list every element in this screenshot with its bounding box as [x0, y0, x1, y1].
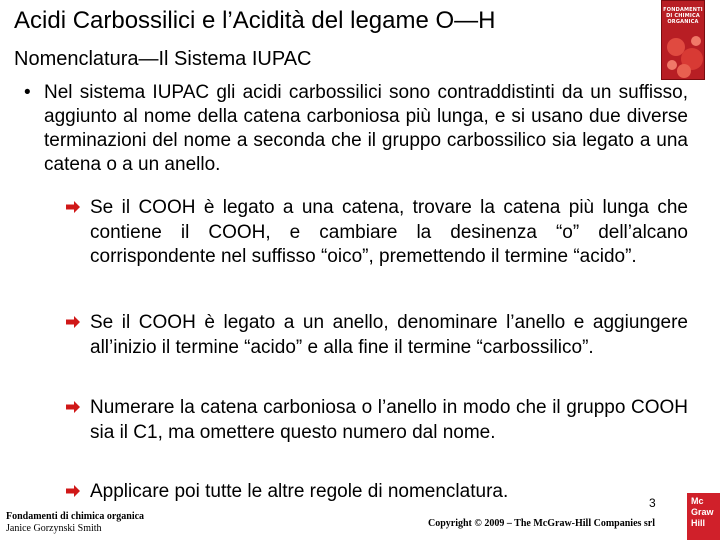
logo-line: Mc [691, 496, 704, 506]
sub-bullet-text: Numerare la catena carboniosa o l’anello in modo che il gruppo COOH sia il C1, ma omettere questo numero dal nome. [90, 397, 688, 443]
logo-line: Graw [691, 507, 714, 517]
mcgraw-hill-logo [687, 493, 720, 540]
arrow-bullet-icon [66, 201, 80, 213]
main-bullet-text: Nel sistema IUPAC gli acidi carbossilici sono contraddistinti da un suffisso, aggiunto al nome della catena carboniosa più lunga, e si usano due diverse terminazioni del nome a seconda che il gruppo carbossilico sia legato a una catena o a un anello. [44, 82, 688, 175]
logo-line: Hill [691, 518, 706, 528]
arrow-bullet-icon [66, 401, 80, 413]
sub-bullet-text: Se il COOH è legato a un anello, denominare l’anello e aggiungere all’inizio il termine “acido” e alla fine il termine “carbossilico”. [90, 312, 688, 358]
book-cover-line: FONDAMENTI [663, 7, 703, 13]
footer-author: Janice Gorzynski Smith [6, 523, 102, 534]
sub-bullet-text: Se il COOH è legato a una catena, trovare la catena più lunga che contiene il COOH, e cambiare la desinenza “o” dell’alcano corrispondente nel suffisso “oico”, premettendo il termine “acido”. [90, 197, 688, 267]
book-cover-line: ORGANICA [667, 19, 699, 25]
sub-bullet-text: Applicare poi tutte le altre regole di nomenclatura. [90, 481, 509, 502]
footer-book-title: Fondamenti di chimica organica [6, 511, 145, 522]
page-number: 3 [649, 496, 656, 510]
slide-title: Acidi Carbossilici e l’Acidità del legame O—H [14, 7, 496, 34]
slide-subtitle: Nomenclatura—Il Sistema IUPAC [14, 48, 312, 70]
footer-copyright: Copyright © 2009 – The McGraw-Hill Companies srl [428, 518, 656, 529]
footer-book-info [6, 511, 144, 535]
book-cover-image [661, 0, 705, 80]
book-cover-line: DI CHIMICA [666, 13, 700, 19]
arrow-bullet-icon [66, 316, 80, 328]
book-cover-title [662, 7, 704, 25]
arrow-bullet-icon [66, 485, 80, 497]
bullet-dot: • [24, 82, 31, 103]
